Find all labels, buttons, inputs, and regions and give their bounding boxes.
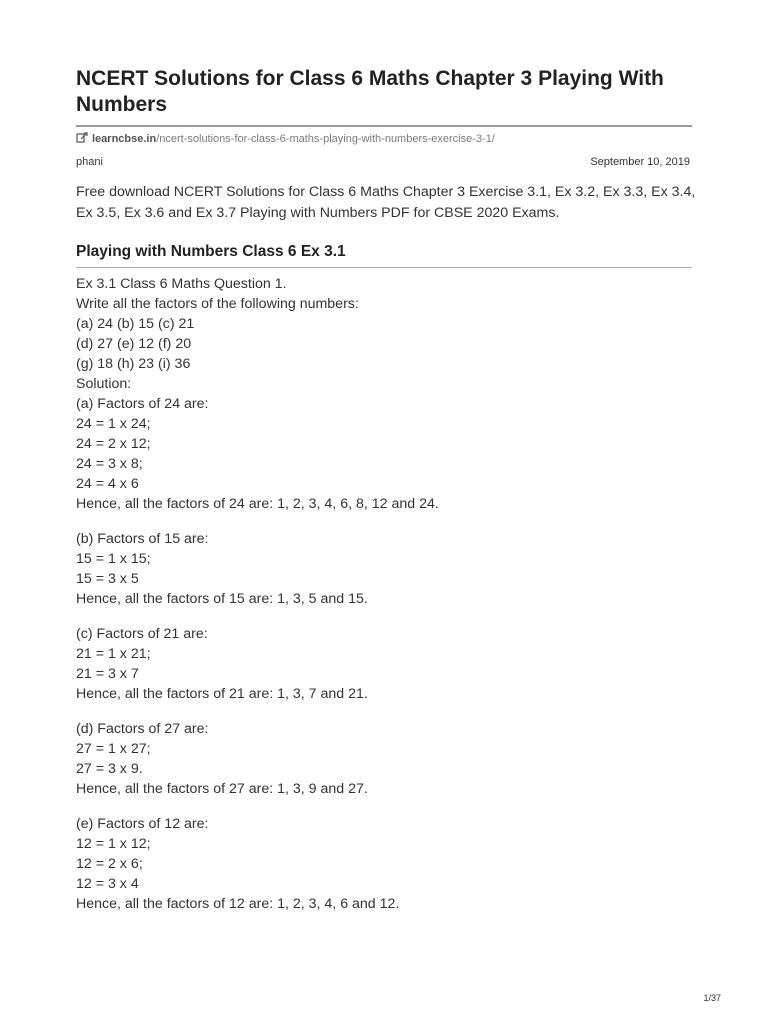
solution-block: [76, 624, 692, 704]
page-number: 1/37: [703, 993, 721, 1003]
content-line: 15 = 3 x 5: [76, 571, 139, 587]
source-path: /ncert-solutions-for-class-6-maths-playing-with-numbers-exercise-3-1/: [156, 133, 495, 145]
content-line: 12 = 3 x 4: [76, 876, 139, 892]
content-line: 24 = 1 x 24;: [76, 416, 151, 432]
source-url[interactable]: [76, 132, 495, 146]
content-line: 24 = 4 x 6: [76, 476, 139, 492]
publish-date: September 10, 2019: [590, 156, 690, 168]
content-line: Hence, all the factors of 15 are: 1, 3, 5 and 15.: [76, 591, 368, 607]
content-line: Solution:: [76, 376, 132, 392]
article-meta: [76, 155, 692, 169]
link-icon: [76, 132, 88, 144]
solution-content: [76, 274, 692, 929]
section-divider: [76, 267, 692, 268]
content-line: 24 = 3 x 8;: [76, 456, 143, 472]
content-line: 12 = 1 x 12;: [76, 836, 151, 852]
content-line: (c) Factors of 21 are:: [76, 626, 208, 642]
solution-block: [76, 814, 692, 914]
content-line: (a) 24 (b) 15 (c) 21: [76, 316, 195, 332]
solution-block: [76, 529, 692, 609]
source-domain: learncbse.in: [92, 133, 157, 145]
content-line: 21 = 3 x 7: [76, 666, 139, 682]
content-line: 24 = 2 x 12;: [76, 436, 151, 452]
content-line: Write all the factors of the following numbers:: [76, 296, 359, 312]
content-line: 27 = 3 x 9.: [76, 761, 143, 777]
content-line: (g) 18 (h) 23 (i) 36: [76, 356, 191, 372]
content-line: 27 = 1 x 27;: [76, 741, 151, 757]
content-line: (a) Factors of 24 are:: [76, 396, 209, 412]
content-line: (d) 27 (e) 12 (f) 20: [76, 336, 192, 352]
page-title: NCERT Solutions for Class 6 Maths Chapter 3 Playing With Numbers: [76, 67, 664, 116]
content-line: Hence, all the factors of 21 are: 1, 3, 7 and 21.: [76, 686, 368, 702]
content-line: 15 = 1 x 15;: [76, 551, 151, 567]
content-line: (e) Factors of 12 are:: [76, 816, 209, 832]
content-line: 21 = 1 x 21;: [76, 646, 151, 662]
intro-paragraph: Free download NCERT Solutions for Class 6 Maths Chapter 3 Exercise 3.1, Ex 3.2, Ex 3.3, Ex 3.4, Ex 3.5, Ex 3.6 and Ex 3.7 Playing with Numbers PDF for CBSE 2020 Exams.: [76, 184, 696, 221]
content-line: (b) Factors of 15 are:: [76, 531, 209, 547]
author-name: phani: [76, 156, 103, 168]
solution-block: [76, 274, 692, 514]
content-line: Hence, all the factors of 27 are: 1, 3, 9 and 27.: [76, 781, 368, 797]
content-line: Hence, all the factors of 24 are: 1, 2, 3, 4, 6, 8, 12 and 24.: [76, 496, 439, 512]
solution-block: [76, 719, 692, 799]
content-line: 12 = 2 x 6;: [76, 856, 143, 872]
content-line: (d) Factors of 27 are:: [76, 721, 209, 737]
title-divider: [76, 125, 692, 127]
content-line: Ex 3.1 Class 6 Maths Question 1.: [76, 276, 287, 292]
content-line: Hence, all the factors of 12 are: 1, 2, 3, 4, 6 and 12.: [76, 896, 400, 912]
section-heading: Playing with Numbers Class 6 Ex 3.1: [76, 243, 346, 260]
